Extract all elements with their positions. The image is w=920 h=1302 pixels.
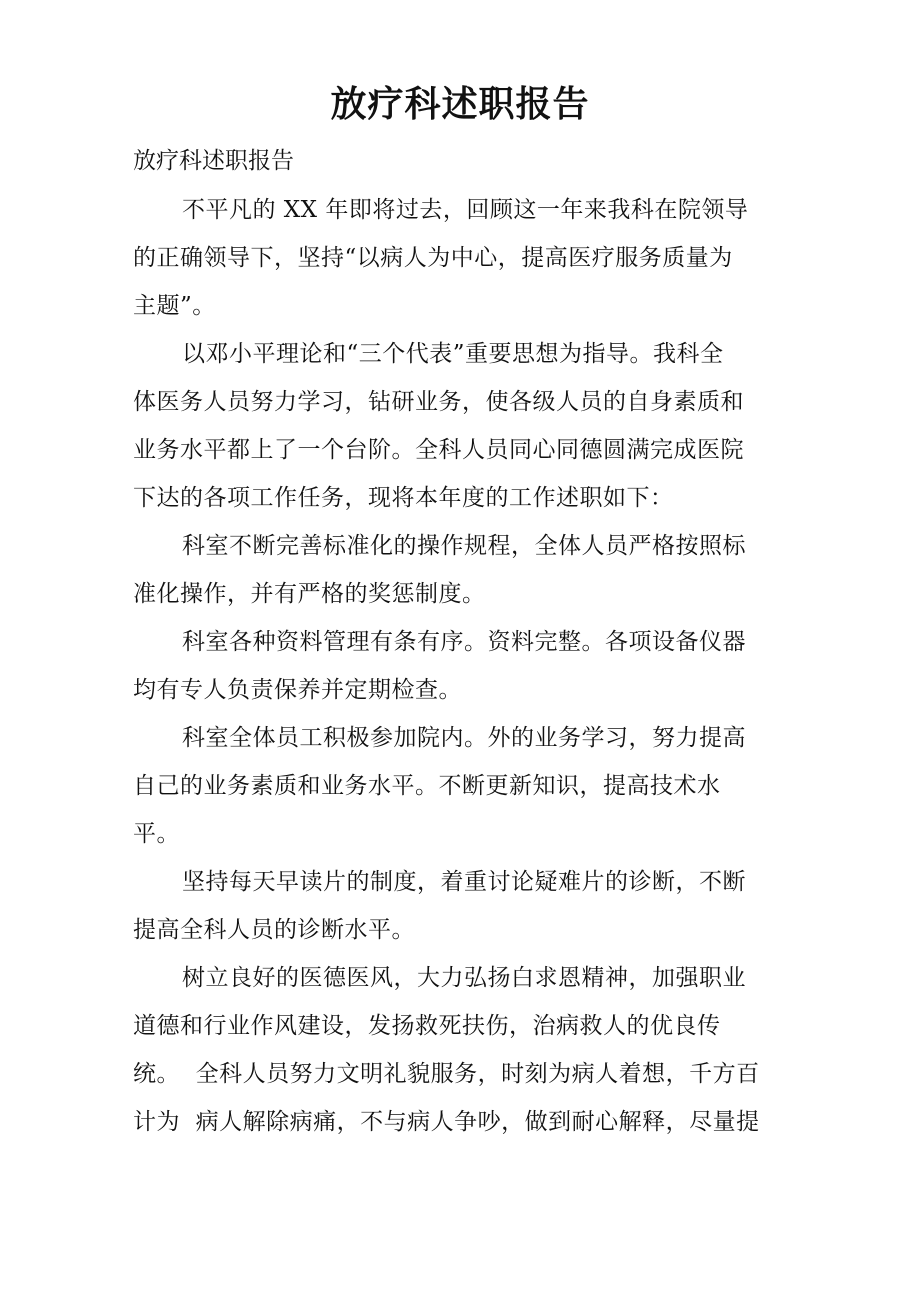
- paragraph-line: 科室不断完善标准化的操作规程，全体人员严格按照标: [182, 533, 746, 559]
- paragraph-line: 统。 全科人员努力文明礼貌服务，时刻为病人着想，千方百: [133, 1061, 760, 1087]
- paragraph-line: 平。: [133, 821, 180, 847]
- paragraph-line: 科室全体员工积极参加院内。外的业务学习，努力提高: [182, 725, 746, 751]
- paragraph-line: 提高全科人员的诊断水平。: [133, 917, 415, 943]
- paragraph-line: 以邓小平理论和“三个代表”重要思想为指导。我科全: [182, 341, 724, 367]
- paragraph-line: 计为 病人解除病痛，不与病人争吵，做到耐心解释，尽量提: [133, 1109, 760, 1135]
- paragraph-line: 准化操作，并有严格的奖惩制度。: [133, 581, 486, 607]
- paragraph-line: 树立良好的医德医风，大力弘扬白求恩精神，加强职业: [182, 965, 746, 991]
- paragraph-line: 科室各种资料管理有条有序。资料完整。各项设备仪器: [182, 629, 746, 655]
- paragraph-line: 业务水平都上了一个台阶。全科人员同心同德圆满完成医院: [133, 437, 744, 463]
- paragraph-line: 道德和行业作风建设，发扬救死扶伤，治病救人的优良传: [133, 1013, 721, 1039]
- paragraph-line: 坚持每天早读片的制度，着重讨论疑难片的诊断，不断: [182, 869, 746, 895]
- paragraph-line: 体医务人员努力学习，钻研业务，使各级人员的自身素质和: [133, 389, 744, 415]
- paragraph-line: 不平凡的 XX 年即将过去，回顾这一年来我科在院领导: [182, 197, 749, 223]
- paragraph-line: 主题”。: [133, 293, 216, 319]
- paragraph-line: 的正确领导下，坚持“以病人为中心，提高医疗服务质量为: [133, 245, 733, 271]
- document-title: 放疗科述职报告: [330, 83, 590, 125]
- paragraph-line: 下达的各项工作任务，现将本年度的工作述职如下：: [133, 485, 674, 511]
- paragraph-line: 均有专人负责保养并定期检查。: [133, 677, 462, 703]
- paragraph-line: 自己的业务素质和业务水平。不断更新知识，提高技术水: [133, 773, 721, 799]
- document-subtitle: 放疗科述职报告: [133, 148, 294, 174]
